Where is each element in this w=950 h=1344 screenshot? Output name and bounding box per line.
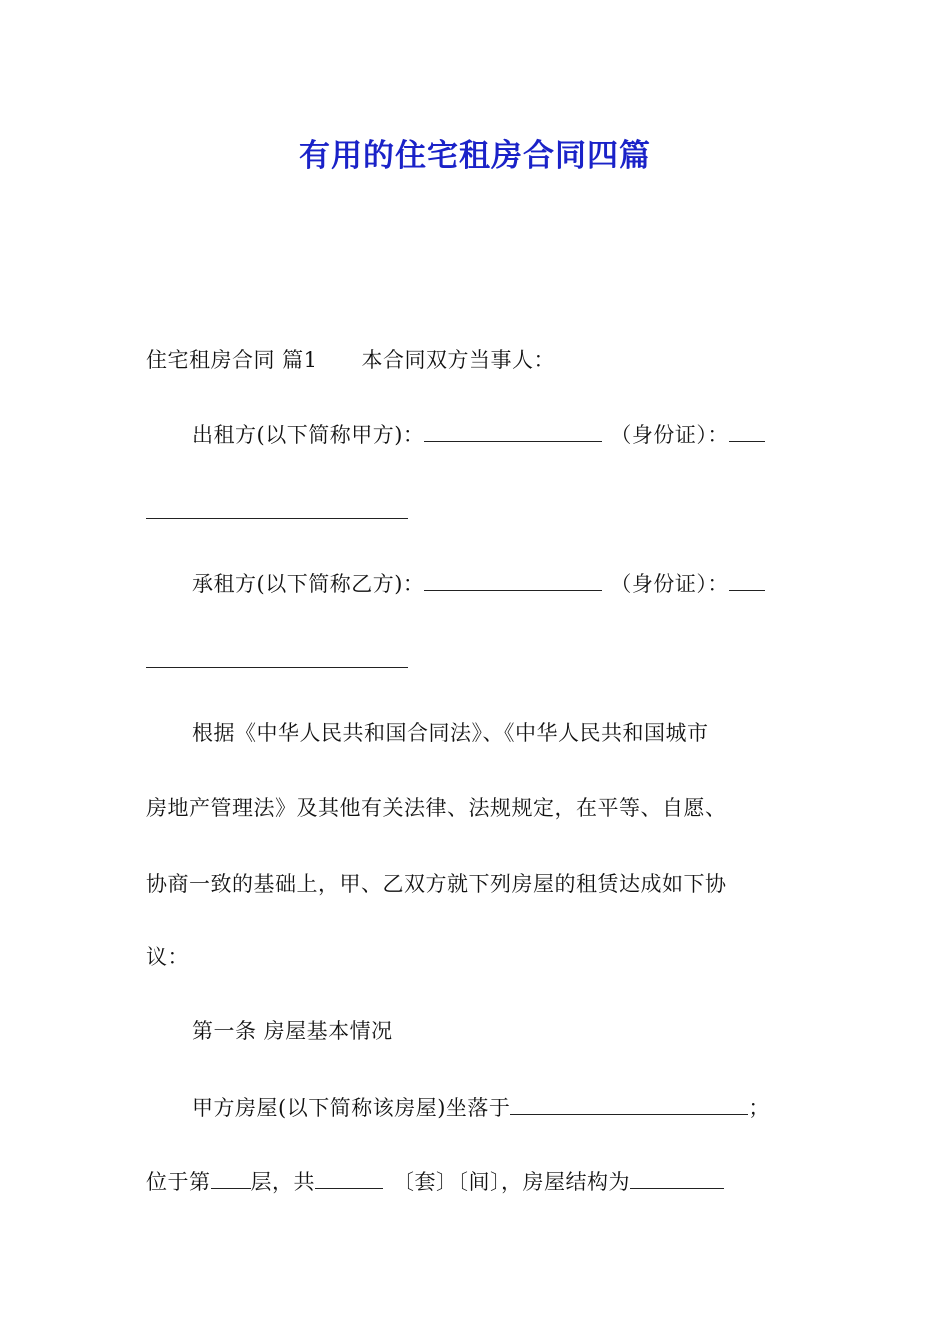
house-location-label: 甲方房屋(以下简称该房屋)坐落于 [192, 1096, 511, 1120]
lessee-id-blank-cont[interactable] [146, 647, 408, 668]
article-1-title: 第一条 房屋基本情况 [192, 1019, 393, 1043]
lessee-label: 承租方(以下简称乙方)： [192, 572, 425, 596]
basis-paragraph-line-3: 协商一致的基础上，甲、乙双方就下列房屋的租赁达成如下协 [146, 872, 727, 896]
floor-prefix: 位于第 [146, 1170, 211, 1194]
lessor-id-continuation [146, 497, 408, 527]
lessor-name-blank[interactable] [424, 421, 602, 442]
floor-total-blank[interactable] [315, 1168, 383, 1189]
contract-section-label: 住宅租房合同 篇1 [146, 348, 318, 372]
lessor-id-blank-cont[interactable] [146, 498, 408, 519]
floor-line [146, 1167, 724, 1197]
basis-paragraph-line-4: 议： [146, 945, 189, 969]
lessee-line [192, 569, 765, 599]
document-title: 有用的住宅租房合同四篇 [299, 138, 651, 174]
floor-number-blank[interactable] [211, 1168, 251, 1189]
basis-paragraph-line-2: 房地产管理法》及其他有关法律、法规规定，在平等、自愿、 [146, 796, 727, 820]
lessor-id-label: （身份证）： [610, 423, 729, 447]
lessor-id-blank[interactable] [729, 421, 765, 442]
floor-mid: 层，共 [250, 1170, 315, 1194]
house-location-blank[interactable] [510, 1094, 748, 1115]
lessee-id-continuation [146, 646, 408, 676]
basis-paragraph-line-1: 根据《中华人民共和国合同法》、《中华人民共和国城市 [192, 721, 709, 745]
lessor-line [192, 420, 765, 450]
lessor-label: 出租方(以下简称甲方)： [192, 423, 425, 447]
house-structure-blank[interactable] [630, 1168, 724, 1189]
house-location-end: ； [748, 1096, 770, 1120]
floor-units: 〔套〕〔间〕，房屋结构为 [393, 1170, 630, 1194]
house-location-line [192, 1093, 770, 1123]
lessee-name-blank[interactable] [424, 570, 602, 591]
contract-heading [146, 345, 555, 375]
lessee-id-blank[interactable] [729, 570, 765, 591]
lessee-id-label: （身份证）： [610, 572, 729, 596]
parties-label: 本合同双方当事人： [361, 348, 556, 372]
